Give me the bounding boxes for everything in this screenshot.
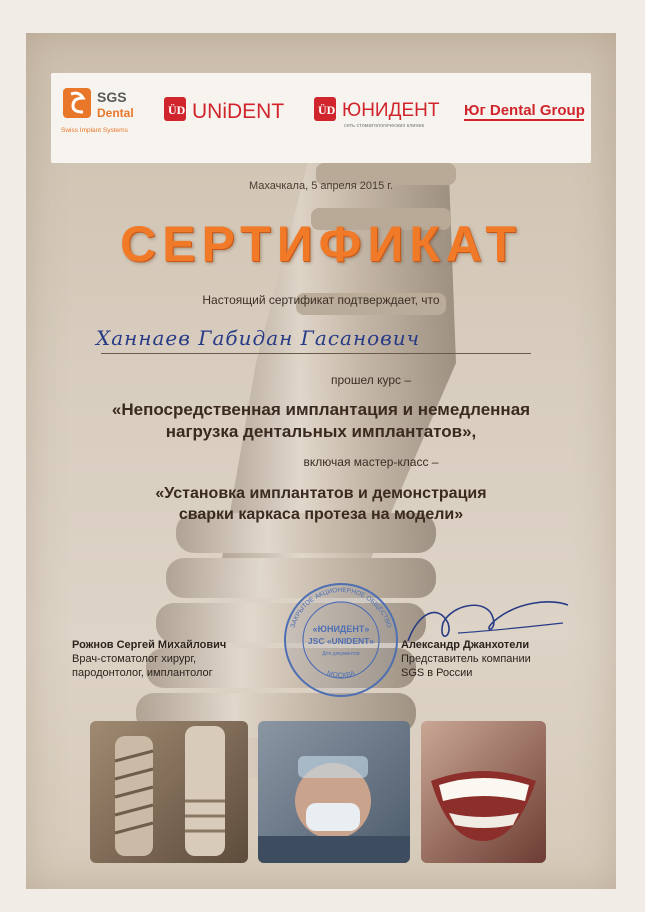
sgs-dental-logo <box>61 86 171 138</box>
stamp-line3: Для документов <box>322 651 360 657</box>
master-class-line2: сварки каркаса протеза на модели» <box>178 506 464 523</box>
unident-logo-ru <box>314 91 464 131</box>
unident-wordmark: UNiDENT <box>192 100 285 123</box>
signatory-left-name: Рожнов Сергей Михайлович <box>72 639 227 651</box>
company-stamp <box>281 580 401 700</box>
smile-photo <box>421 721 546 863</box>
signatory-left-title-line2: пародонтолог, имплантолог <box>72 667 213 679</box>
signatory-right-name: Александр Джанхотели <box>401 639 530 651</box>
signatory-right-title-line2: SGS в России <box>401 667 473 679</box>
unident-ru-wordmark: ЮНИДЕНТ <box>342 100 440 121</box>
sgs-logo-subtext: Dental <box>97 106 134 120</box>
dentist-photo <box>258 721 410 863</box>
signatory-left-title-line1: Врач-стоматолог хирург, <box>72 653 197 665</box>
including-master-class-text: включая мастер-класс – <box>303 455 439 469</box>
recipient-name: Ханнаев Габидан Гасанович <box>96 326 421 350</box>
master-class-line1: «Установка имплантатов и демонстрация <box>155 485 487 502</box>
certificate-date: Махачкала, 5 апреля 2015 г. <box>248 180 393 192</box>
master-class-title <box>26 483 616 525</box>
implants-photo <box>90 721 248 863</box>
course-title-line2: нагрузка дентальных имплантатов», <box>165 422 477 441</box>
yug-underline <box>464 119 584 121</box>
course-title <box>26 399 616 443</box>
stamp-ring-top-text: ЗАКРЫТОЕ АКЦИОНЕРНОЕ ОБЩЕСТВО <box>289 586 393 629</box>
certificate-title: СЕРТИФИКАТ <box>120 216 522 272</box>
unident-icon-letters: ÜD <box>168 103 186 117</box>
recipient-name-underline <box>101 353 531 354</box>
yug-dental-group-logo <box>464 96 589 124</box>
stamp-ring-bottom-text: МОСКВА <box>325 670 357 680</box>
course-title-line1: «Непосредственная имплантация и немедленная <box>111 400 531 419</box>
unident-logo-en <box>164 95 304 125</box>
sgs-logo-text: SGS <box>97 89 127 105</box>
unident-ru-icon-letters: ÜD <box>318 103 336 117</box>
sgs-logo-tagline: Swiss Implant Systems <box>61 127 128 134</box>
certificate <box>26 33 616 889</box>
stamp-line1: «ЮНИДЕНТ» <box>312 624 370 634</box>
stamp-line2: JSC «UNIDENT» <box>307 636 375 646</box>
passed-course-text: прошел курс – <box>330 373 411 387</box>
signatory-left <box>72 638 226 680</box>
unident-ru-tagline: сеть стоматологических клиник <box>344 123 425 129</box>
confirmation-text: Настоящий сертификат подтверждает, что <box>202 293 440 307</box>
signatory-right-title-line1: Представитель компании <box>401 653 531 665</box>
signatory-right <box>401 638 531 680</box>
yug-wordmark: Юг Dental Group <box>464 102 585 119</box>
